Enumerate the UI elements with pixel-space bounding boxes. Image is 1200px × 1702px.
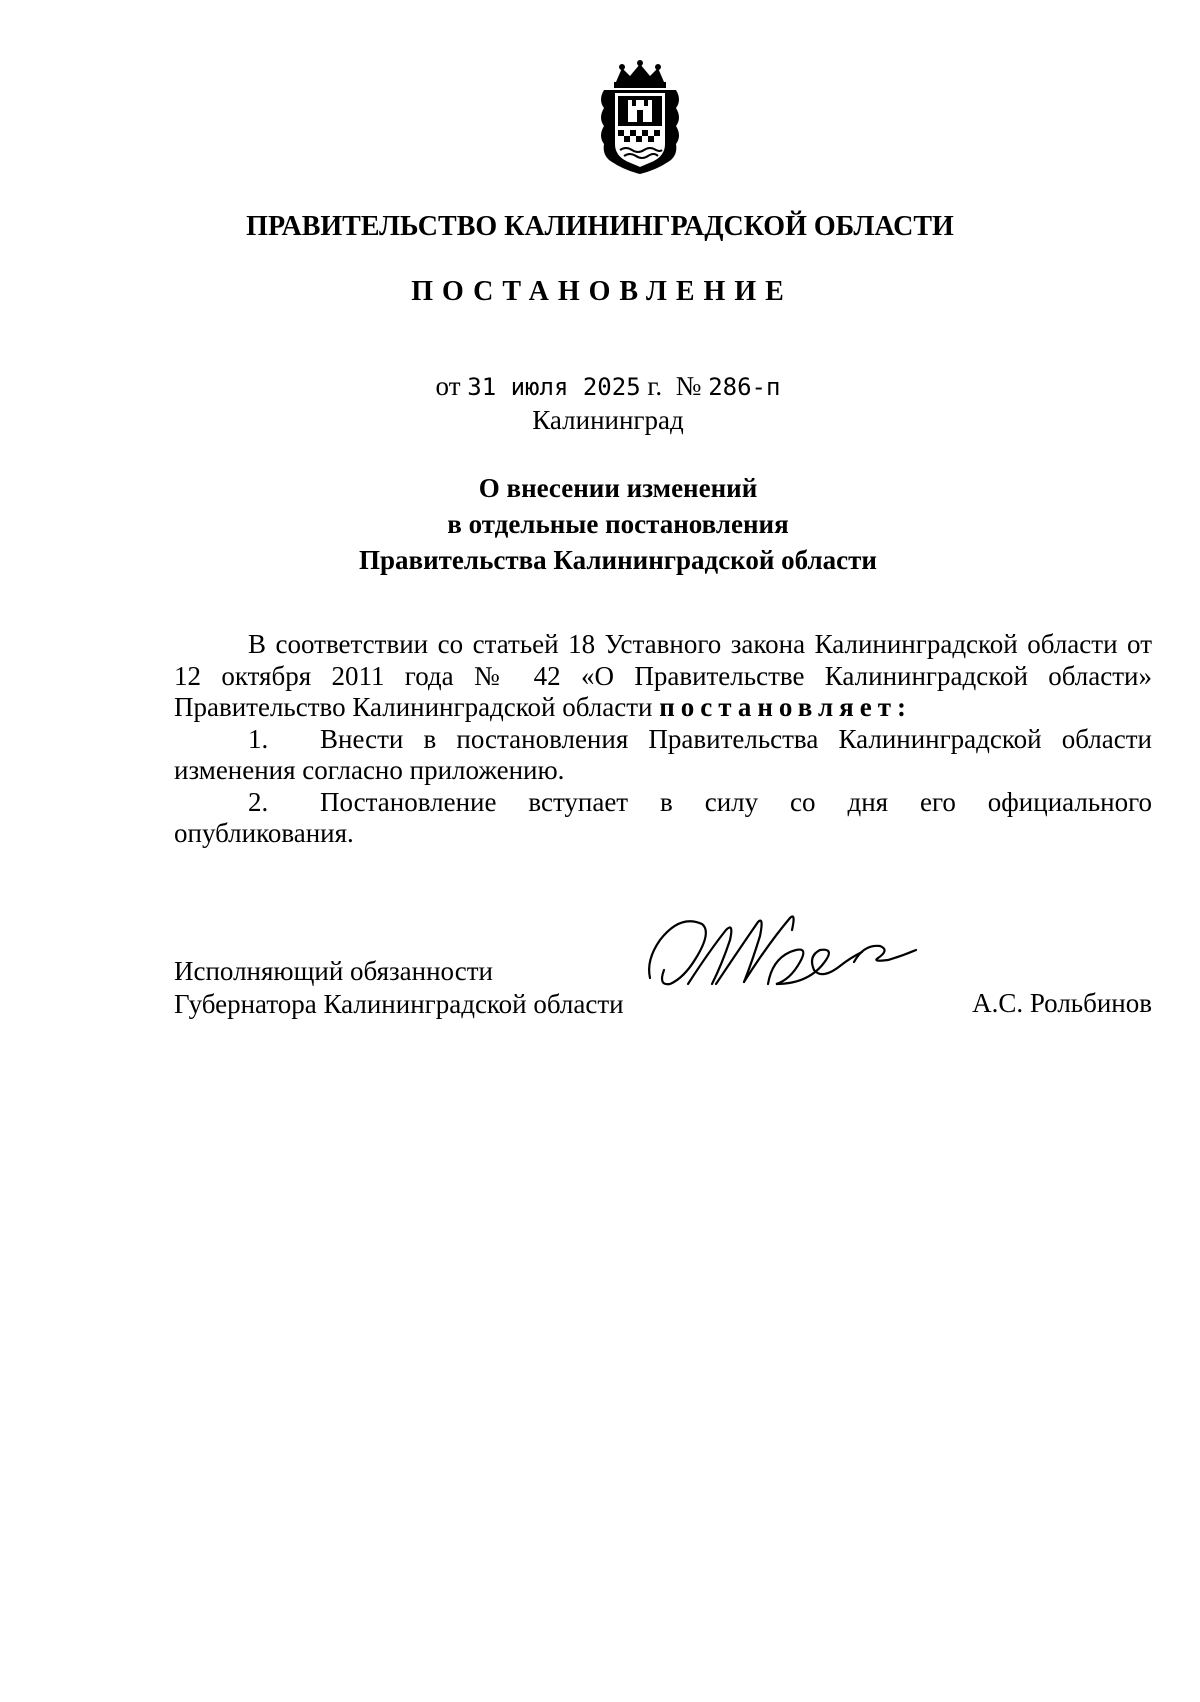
subject-line: в отдельные постановления bbox=[447, 509, 789, 539]
coat-of-arms-icon bbox=[594, 60, 686, 176]
item-number: 2. bbox=[248, 786, 269, 817]
organization-title: ПРАВИТЕЛЬСТВО КАЛИНИНГРАДСКОЙ ОБЛАСТИ bbox=[246, 211, 954, 242]
subject-line: О внесении изменений bbox=[478, 473, 758, 503]
list-item bbox=[174, 787, 1152, 850]
document-date: 31 июля 2025 bbox=[467, 373, 641, 401]
handwritten-signature bbox=[640, 900, 940, 1000]
date-prefix: от bbox=[435, 371, 461, 401]
preamble-paragraph bbox=[174, 629, 1152, 724]
date-number-line bbox=[0, 371, 1200, 402]
list-item bbox=[174, 724, 1152, 787]
position-line: Губернатора Калининградской области bbox=[174, 989, 624, 1019]
subject-line: Правительства Калининградской области bbox=[359, 545, 877, 575]
preamble-text: В соответствии со статьей 18 Уставного закона Калининградской области от 12 октября 2011 года № 42 «О Правительстве Калининградской области» Правительство Калининградской области bbox=[174, 629, 1152, 722]
city-name: Калининград bbox=[532, 405, 684, 435]
document-subject bbox=[0, 470, 1200, 578]
item-text: Внести в постановления Правительства Калининградской области изменения согласно приложению. bbox=[174, 723, 1152, 785]
item-text: Постановление вступает в силу со дня его официального опубликования. bbox=[174, 786, 1152, 848]
signatory-name: А.С. Рольбинов bbox=[972, 988, 1152, 1018]
signatory-position bbox=[174, 955, 624, 1021]
document-type-title: ПОСТАНОВЛЕНИЕ bbox=[411, 276, 793, 307]
document-number: 286-п bbox=[708, 373, 781, 401]
resolution-keyword: постановляет: bbox=[659, 692, 912, 722]
item-number: 1. bbox=[248, 723, 269, 754]
number-sign: № bbox=[675, 371, 702, 401]
date-suffix: г. bbox=[647, 371, 663, 401]
document-body bbox=[174, 629, 1152, 850]
position-line: Исполняющий обязанности bbox=[174, 956, 493, 986]
